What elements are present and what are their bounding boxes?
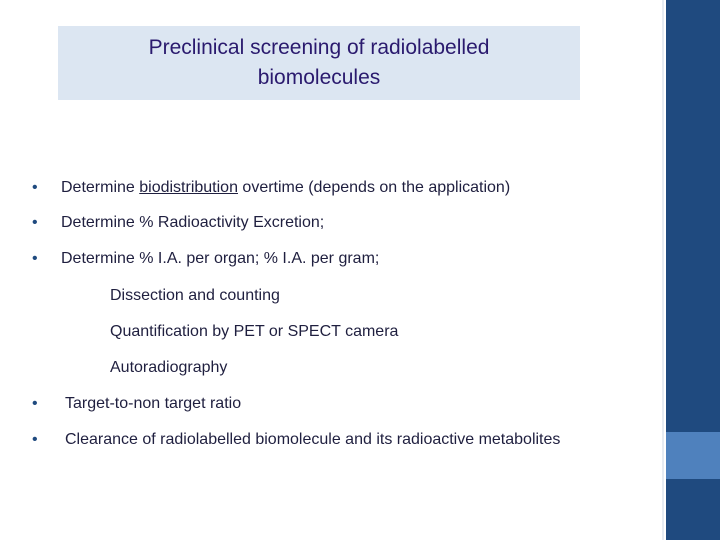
sub-item-text: Autoradiography: [110, 359, 228, 376]
bullet-dot: •: [32, 179, 38, 196]
title-box: [58, 26, 580, 100]
side-band-bottom: [666, 479, 720, 540]
bullet-text-prefix: Determine: [61, 179, 140, 196]
bullet-dot: •: [32, 250, 38, 267]
bullet-text-suffix: overtime (depends on the application): [237, 179, 511, 196]
bullet-dot: •: [32, 214, 38, 231]
slide-title: Preclinical screening of radiolabelled biomolecules: [148, 36, 490, 89]
bullet-dot: •: [32, 431, 38, 448]
side-band-top: [666, 0, 720, 432]
bullet-text: [61, 176, 510, 200]
side-band-accent: [666, 432, 720, 479]
bullet-text: Target-to-non target ratio: [65, 395, 242, 412]
bullet-text: Determine % I.A. per organ; % I.A. per gram;: [61, 250, 380, 267]
sub-item-text: Quantification by PET or SPECT camera: [110, 323, 399, 340]
biodistribution-underlined: biodistribution: [139, 179, 238, 196]
bullet-text: Clearance of radiolabelled biomolecule and its radioactive metabolites: [65, 431, 561, 448]
bullet-text: Determine % Radioactivity Excretion;: [61, 214, 325, 231]
sub-item-text: Dissection and counting: [110, 287, 280, 304]
band-divider: [662, 0, 664, 540]
bullet-dot: •: [32, 395, 38, 412]
